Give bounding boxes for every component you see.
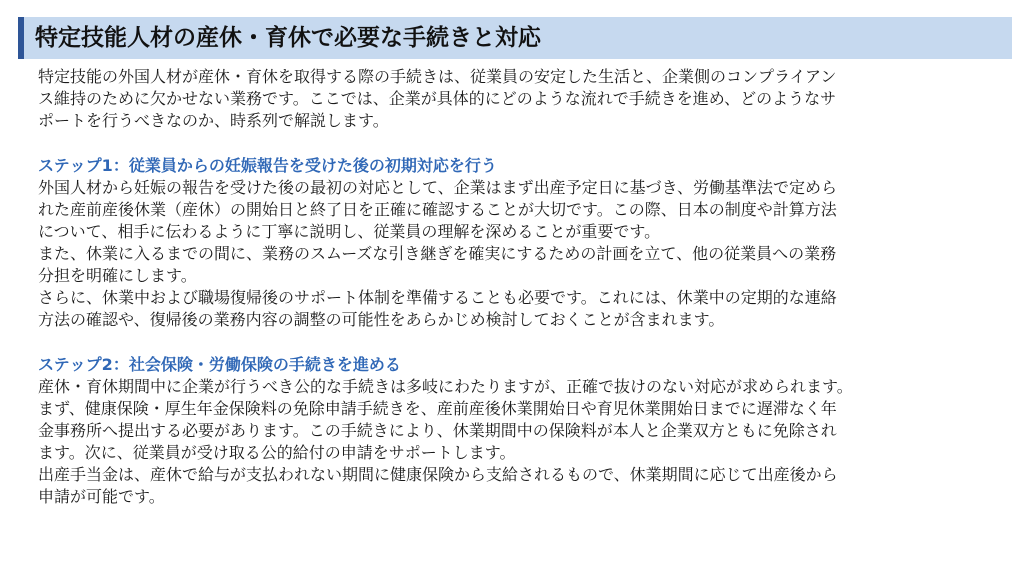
title-bar [18,17,1012,59]
step1-heading: ステップ1：従業員からの妊娠報告を受けた後の初期対応を行う [38,156,497,175]
section-gap [38,132,1006,155]
step1-line: さらに、休業中および職場復帰後のサポート体制を準備することも必要です。これには、休業中の定期的な連絡 [38,288,837,307]
step2-line: まず、健康保険・厚生年金保険料の免除申請手続きを、産前産後休業開始日や育児休業開始日までに遅滞なく年 [38,399,837,418]
intro-line: 特定技能の外国人材が産休・育休を取得する際の手続きは、従業員の安定した生活と、企業側のコンプライアン [38,67,837,86]
step1-line: 方法の確認や、復帰後の業務内容の調整の可能性をあらかじめ検討しておくことが含まれます。 [38,310,725,329]
step1-line: また、休業に入るまでの間に、業務のスムーズな引き継ぎを確実にするための計画を立て、他の従業員への業務 [38,244,837,263]
title-accent-stripe [18,17,24,59]
step1-line: れた産前産後休業（産休）の開始日と終了日を正確に確認することが大切です。この際、日本の制度や計算方法 [38,200,837,219]
step2-line: 出産手当金は、産休で給与が支払われない期間に健康保険から支給されるもので、休業期間に応じて出産後から [38,465,838,484]
section-gap [38,331,1006,354]
content-body [38,66,1006,508]
step2-line: 産休・育休期間中に企業が行うべき公的な手続きは多岐にわたりますが、正確で抜けのない対応が求められます。 [38,377,853,396]
step1-line: 外国人材から妊娠の報告を受けた後の最初の対応として、企業はまず出産予定日に基づき、労働基準法で定めら [38,178,838,197]
step1-section [38,155,1006,331]
step2-section [38,354,1006,508]
step2-heading: ステップ2：社会保険・労働保険の手続きを進める [38,355,401,374]
step1-line: 分担を明確にします。 [38,266,197,285]
step1-line: について、相手に伝わるように丁寧に説明し、従業員の理解を深めることが重要です。 [38,222,661,241]
intro-line: ポートを行うべきなのか、時系列で解説します。 [38,111,389,130]
step2-line: 金事務所へ提出する必要があります。この手続きにより、休業期間中の保険料が本人と企業双方ともに免除され [38,421,837,440]
page-title: 特定技能人材の産休・育休で必要な手続きと対応 [35,25,541,51]
step2-line: 申請が可能です。 [38,487,165,506]
intro-line: ス維持のために欠かせない業務です。ここでは、企業が具体的にどのような流れで手続きを進め、どのようなサ [38,89,837,108]
step2-line: ます。次に、従業員が受け取る公的給付の申請をサポートします。 [38,443,516,462]
intro-section [38,66,1006,132]
